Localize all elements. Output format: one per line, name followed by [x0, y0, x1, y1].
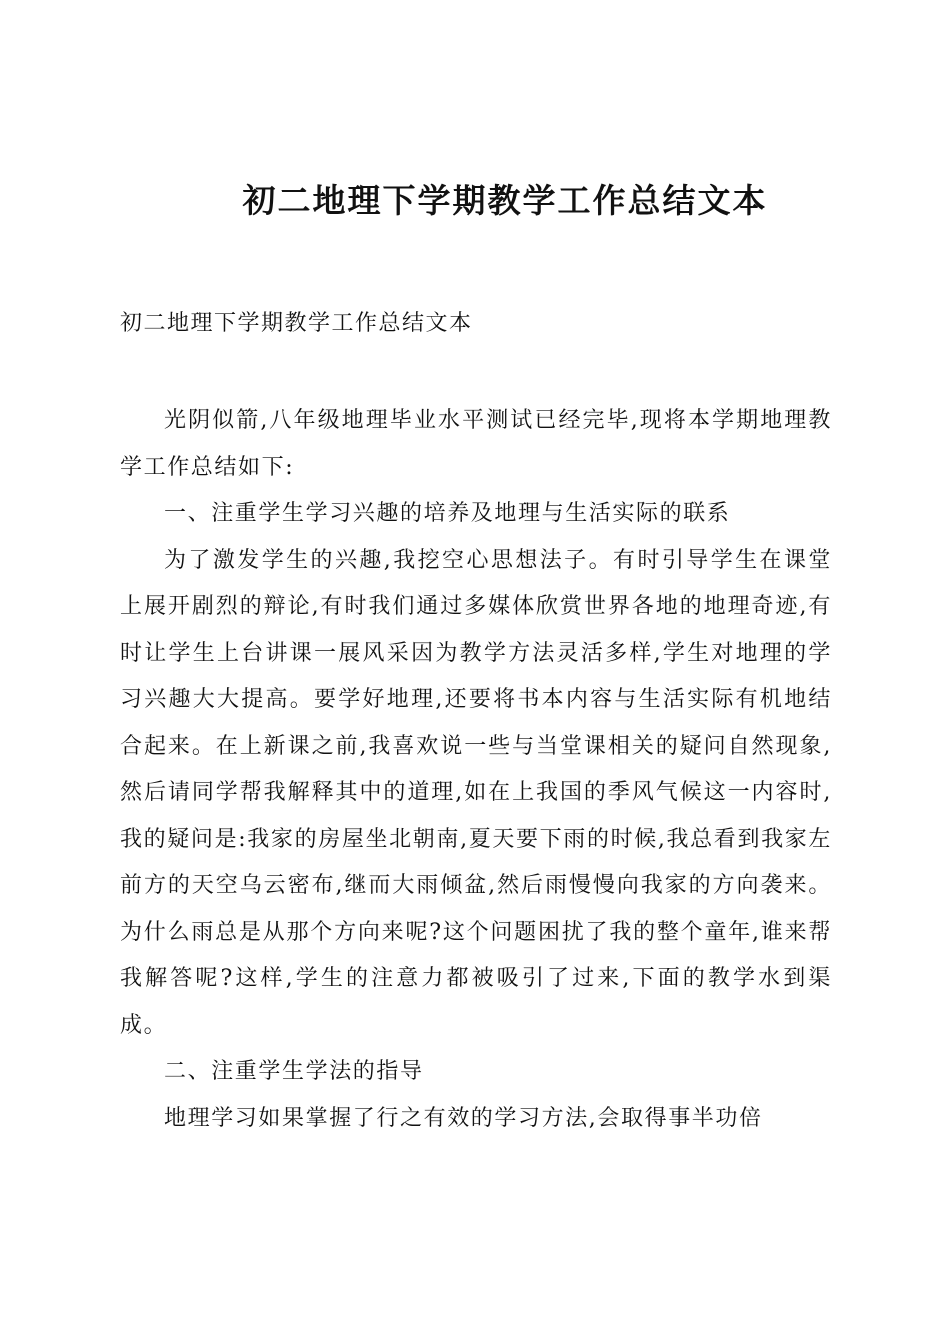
document-subtitle: 初二地理下学期教学工作总结文本	[120, 311, 473, 336]
paragraph-intro: 光阴似箭,八年级地理毕业水平测试已经完毕,现将本学期地理教学工作总结如下:	[120, 408, 832, 480]
section-heading-1: 一、注重学生学习兴趣的培养及地理与生活实际的联系	[164, 501, 731, 526]
document-body	[120, 398, 832, 1142]
document-title: 初二地理下学期教学工作总结文本	[242, 181, 768, 220]
section-heading-2: 二、注重学生学法的指导	[164, 1059, 424, 1084]
paragraph-section-2: 地理学习如果掌握了行之有效的学习方法,会取得事半功倍	[164, 1105, 763, 1131]
paragraph-section-1: 为了激发学生的兴趣,我挖空心思想法子。有时引导学生在课堂上展开剧烈的辩论,有时我们通过多媒体欣赏世界各地的地理奇迹,有时让学生上台讲课一展风采因为教学方法灵活多样,学生对地理的学习兴趣大大提高。要学好地理,还要将书本内容与生活实际有机地结合起来。在上新课之前,我喜欢说一些与当堂课相关的疑问自然现象,然后请同学帮我解释其中的道理,如在上我国的季风气候这一内容时,我的疑问是:我家的房屋坐北朝南,夏天要下雨的时候,我总看到我家左前方的天空乌云密布,继而大雨倾盆,然后雨慢慢向我家的方向袭来。为什么雨总是从那个方向来呢?这个问题困扰了我的整个童年,谁来帮我解答呢?这样,学生的注意力都被吸引了过来,下面的教学水到渠成。	[120, 547, 832, 1038]
